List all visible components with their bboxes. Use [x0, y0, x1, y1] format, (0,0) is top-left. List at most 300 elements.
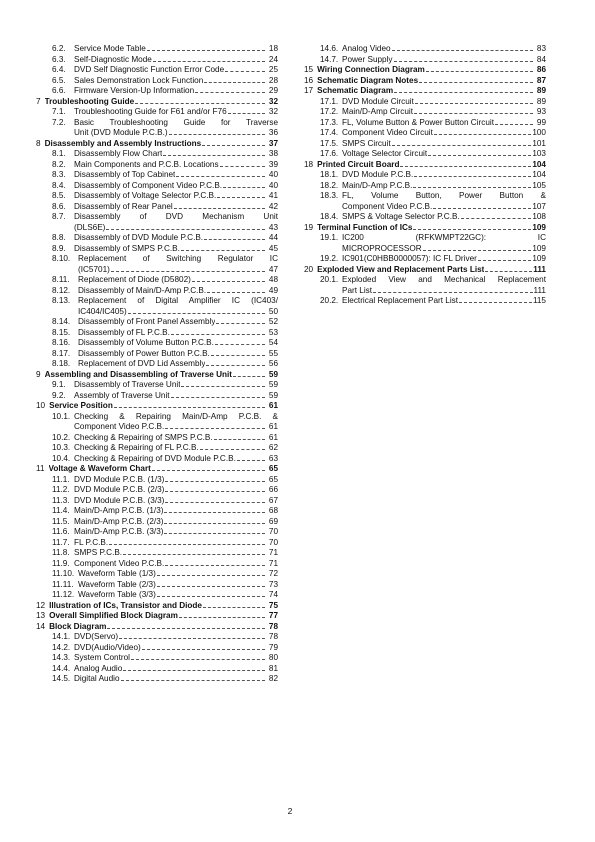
toc-number: 17 [304, 86, 314, 95]
toc-section-entry[interactable] [36, 622, 278, 633]
leader-dots [123, 664, 265, 671]
toc-subsection-entry[interactable] [36, 527, 278, 538]
toc-subsection-entry[interactable] [36, 275, 278, 286]
toc-section-entry[interactable] [36, 139, 278, 150]
toc-title: Firmware Version-Up Information [74, 86, 195, 95]
leader-dots [195, 86, 265, 93]
toc-page: 39 [268, 159, 278, 169]
toc-title: DVD Self Diagnostic Function Error Code [74, 65, 225, 74]
toc-title: System Control [74, 653, 130, 662]
toc-subsection-entry[interactable] [36, 349, 278, 360]
toc-number: 18.4. [320, 212, 339, 221]
toc-number: 8 [36, 138, 41, 148]
toc-title: Assembling and Disassembling of Traverse Unit [44, 369, 233, 379]
toc-subsection-entry[interactable] [36, 643, 278, 654]
leader-dots [394, 86, 533, 93]
toc-page: 93 [536, 107, 546, 116]
toc-number: 17.5. [320, 138, 339, 148]
toc-title: Sales Demonstration Lock Function [74, 75, 204, 85]
toc-page: 104 [532, 170, 546, 179]
leader-dots [165, 422, 265, 429]
toc-title: Overall Simplified Block Diagram [49, 611, 178, 620]
toc-number: 7.2. [52, 117, 66, 127]
toc-number: 12 [36, 600, 46, 610]
toc-number: 11 [36, 464, 45, 473]
leader-dots [128, 307, 265, 314]
leader-dots [400, 160, 531, 167]
toc-title: Exploded View and Replacement Parts List [317, 264, 485, 274]
leader-dots [135, 97, 265, 104]
toc-subsection-entry[interactable] [36, 485, 278, 496]
leader-dots [164, 517, 265, 524]
toc-page: 108 [532, 212, 546, 221]
toc-page: 86 [536, 65, 546, 74]
leader-dots [147, 44, 265, 51]
toc-title: Replacement of Digital Amplifier IC (IC403/ [78, 296, 278, 305]
toc-subsection-entry[interactable] [36, 65, 278, 76]
toc-number: 8.7. [52, 212, 66, 221]
toc-title: Disassembly of Power Button P.C.B. [78, 348, 210, 358]
toc-subsection-entry[interactable] [36, 538, 278, 549]
toc-page: 101 [532, 138, 546, 148]
toc-page: 66 [268, 485, 278, 494]
toc-title: Disassembly of Traverse Unit [74, 380, 181, 389]
toc-title: Disassembly of Top Cabinet [74, 170, 176, 179]
toc-title: IC200 (RFKWMPT22GC): IC [342, 233, 546, 242]
toc-number: 17.2. [320, 107, 339, 116]
toc-page: 83 [536, 44, 546, 53]
toc-number: 14 [36, 621, 46, 631]
toc-page: 73 [268, 579, 278, 589]
toc-title: Main/D-Amp P.C.B. (1/3) [74, 506, 164, 515]
toc-section-entry[interactable] [36, 464, 278, 475]
leader-dots [200, 443, 265, 450]
leader-dots [207, 286, 265, 293]
toc-title: Disassembly of Front Panel Assembly [78, 317, 216, 326]
toc-number: 11.4. [52, 506, 70, 515]
toc-subsection-entry[interactable] [36, 44, 278, 55]
toc-page: 65 [268, 474, 278, 484]
toc-title: Component Video P.C.B. [74, 558, 165, 568]
toc-subsection-entry[interactable] [304, 118, 546, 129]
toc-number: 9.2. [52, 390, 66, 400]
toc-subsection-entry[interactable] [304, 44, 546, 55]
toc-number: 6.6. [52, 86, 66, 95]
leader-dots [225, 65, 265, 72]
toc-page: 111 [533, 285, 546, 295]
leader-dots [202, 139, 265, 146]
toc-subsection-entry[interactable] [304, 296, 546, 307]
leader-dots [459, 296, 532, 303]
toc-title: Service Mode Table [74, 44, 146, 53]
toc-page: 37 [268, 138, 278, 148]
toc-number: 15 [304, 65, 314, 74]
toc-title: Printed Circuit Board [317, 159, 400, 169]
toc-title: Waveform Table (1/3) [78, 569, 156, 578]
toc-number: 14.5. [52, 674, 71, 683]
leader-dots [392, 44, 533, 51]
toc-subsection-entry[interactable] [36, 580, 278, 591]
toc-subsection-entry[interactable] [304, 139, 546, 150]
toc-subsection-entry[interactable] [36, 517, 278, 528]
toc-subsection-entry[interactable] [36, 412, 278, 433]
leader-dots [153, 55, 265, 62]
toc-page: 49 [268, 285, 278, 295]
toc-title: IC901(C0HBB0000057): IC FL Driver [342, 254, 477, 263]
toc-page: 78 [268, 632, 278, 641]
leader-dots [165, 485, 265, 492]
toc-subsection-entry[interactable] [304, 191, 546, 212]
toc-page: 52 [268, 317, 278, 326]
toc-page: 32 [268, 107, 278, 116]
toc-title-continued: (DLS6E) [74, 222, 106, 232]
toc-subsection-entry[interactable] [36, 632, 278, 643]
toc-subsection-entry[interactable] [36, 317, 278, 328]
toc-page: 70 [268, 527, 278, 536]
toc-page: 24 [268, 54, 278, 64]
leader-dots [142, 643, 265, 650]
toc-title: Main/D-Amp P.C.B. [342, 180, 413, 190]
toc-subsection-entry[interactable] [304, 254, 546, 265]
toc-subsection-entry[interactable] [36, 380, 278, 391]
leader-dots [157, 580, 265, 587]
toc-number: 8.11. [52, 275, 70, 284]
leader-dots [157, 569, 265, 576]
toc-page: 28 [268, 75, 278, 85]
toc-title-continued: IC404/IC405) [78, 306, 127, 316]
toc-number: 8.18. [52, 359, 71, 368]
toc-title: Illustration of ICs, Transistor and Diode [49, 600, 202, 610]
toc-subsection-entry[interactable] [304, 170, 546, 181]
toc-title: Main/D-Amp P.C.B. (2/3) [74, 516, 164, 526]
toc-number: 7.1. [52, 107, 66, 116]
leader-dots [495, 118, 533, 125]
toc-subsection-entry[interactable] [304, 128, 546, 139]
toc-title: Main/D-Amp P.C.B. (3/3) [74, 527, 164, 536]
toc-title: Waveform Table (2/3) [78, 579, 156, 589]
leader-dots [171, 328, 265, 335]
toc-page: 84 [536, 54, 546, 64]
leader-dots [392, 139, 532, 146]
leader-dots [121, 674, 265, 681]
toc-page: 67 [268, 495, 278, 505]
toc-title: Disassembly of DVD Module P.C.B. [74, 233, 204, 242]
leader-dots [106, 223, 265, 230]
leader-dots [414, 170, 531, 177]
leader-dots [428, 149, 531, 156]
toc-section-entry[interactable] [304, 160, 546, 171]
toc-page: 36 [268, 128, 278, 137]
toc-number: 8.6. [52, 201, 66, 211]
leader-dots [485, 265, 532, 272]
toc-page: 61 [268, 401, 278, 410]
toc-subsection-entry[interactable] [304, 97, 546, 108]
toc-subsection-entry[interactable] [36, 454, 278, 465]
toc-subsection-entry[interactable] [36, 548, 278, 559]
leader-dots [373, 286, 533, 293]
toc-title: Troubleshooting Guide for F61 and/or F76 [74, 107, 227, 116]
toc-number: 11.8. [52, 548, 70, 557]
toc-subsection-entry[interactable] [36, 55, 278, 66]
toc-number: 10.1. [52, 411, 71, 421]
toc-section-entry[interactable] [304, 265, 546, 276]
toc-section-entry[interactable] [304, 86, 546, 97]
toc-page: 78 [268, 621, 278, 631]
toc-title: Terminal Function of ICs [317, 222, 413, 232]
toc-title: Main Components and P.C.B. Locations [74, 159, 219, 169]
toc-page: 79 [268, 642, 278, 652]
toc-subsection-entry[interactable] [36, 328, 278, 339]
toc-subsection-entry[interactable] [36, 181, 278, 192]
toc-number: 7 [36, 96, 41, 106]
toc-subsection-entry[interactable] [36, 496, 278, 507]
toc-page: 48 [268, 275, 278, 284]
toc-section-entry[interactable] [304, 65, 546, 76]
toc-section-entry[interactable] [36, 370, 278, 381]
toc-subsection-entry[interactable] [36, 107, 278, 118]
leader-dots [169, 128, 265, 135]
leader-dots [434, 128, 531, 135]
leader-dots [165, 496, 265, 503]
toc-page: 71 [268, 558, 278, 568]
toc-number: 18.1. [320, 170, 339, 179]
toc-subsection-entry[interactable] [36, 202, 278, 213]
toc-number: 8.8. [52, 233, 66, 242]
toc-subsection-entry[interactable] [304, 149, 546, 160]
toc-number: 18 [304, 159, 314, 169]
toc-page: 45 [268, 243, 278, 253]
leader-dots [179, 611, 265, 618]
toc-subsection-entry[interactable] [36, 359, 278, 370]
toc-page: 99 [536, 117, 546, 127]
toc-subsection-entry[interactable] [36, 433, 278, 444]
toc-title: Disassembly and Assembly Instructions [44, 138, 202, 148]
toc-subsection-entry[interactable] [36, 506, 278, 517]
toc-page: 53 [268, 327, 278, 337]
toc-number: 8.13. [52, 296, 71, 305]
toc-subsection-entry[interactable] [36, 86, 278, 97]
leader-dots [111, 265, 265, 272]
toc-page: 109 [532, 243, 546, 253]
toc-subsection-entry[interactable] [36, 443, 278, 454]
toc-number: 14.3. [52, 653, 71, 662]
toc-subsection-entry[interactable] [36, 653, 278, 664]
toc-number: 11.10. [52, 569, 75, 578]
leader-dots [181, 244, 265, 251]
toc-title: Checking & Repairing of FL P.C.B. [74, 443, 199, 452]
toc-title-continued: Part List [342, 285, 373, 295]
leader-dots [123, 548, 265, 555]
toc-title: Exploded View and Mechanical Replacement [342, 275, 546, 284]
toc-number: 11.12. [52, 590, 75, 599]
toc-number: 16 [304, 75, 314, 85]
toc-title-continued: MICROPROCESSOR [342, 243, 422, 253]
toc-title: Disassembly Flow Chart [74, 149, 163, 158]
toc-subsection-entry[interactable] [36, 212, 278, 233]
toc-page: 59 [268, 390, 278, 400]
toc-number: 14.2. [52, 642, 71, 652]
toc-page: 109 [532, 254, 546, 263]
toc-page: 75 [268, 600, 278, 610]
toc-page: 82 [268, 674, 278, 683]
toc-title: Block Diagram [49, 621, 107, 631]
toc-title-continued: Component Video P.C.B. [74, 422, 165, 431]
toc-title: Disassembly of Voltage Selector P.C.B. [74, 191, 217, 200]
toc-section-entry[interactable] [304, 223, 546, 234]
toc-number: 10.2. [52, 432, 71, 442]
toc-title: Checking & Repairing Main/D-Amp P.C.B. & [74, 411, 278, 421]
toc-subsection-entry[interactable] [36, 149, 278, 160]
toc-page: 89 [536, 96, 546, 106]
toc-page: 32 [268, 96, 278, 106]
toc-subsection-entry[interactable] [36, 76, 278, 87]
toc-subsection-entry[interactable] [304, 233, 546, 254]
toc-page: 80 [268, 653, 278, 662]
toc-section-entry[interactable] [36, 97, 278, 108]
toc-title: FL, Volume Button, Power Button & [342, 191, 546, 200]
toc-title: Waveform Table (3/3) [78, 590, 156, 599]
toc-page: 81 [268, 663, 278, 673]
toc-number: 20.1. [320, 275, 339, 284]
leader-dots [203, 601, 265, 608]
toc-title: Electrical Replacement Part List [342, 296, 459, 305]
toc-page: 54 [268, 338, 278, 347]
toc-page: 103 [532, 149, 546, 158]
toc-number: 8.12. [52, 285, 71, 295]
toc-number: 13 [36, 611, 46, 620]
toc-number: 6.5. [52, 75, 66, 85]
leader-dots [215, 338, 265, 345]
toc-number: 19.1. [320, 233, 339, 242]
toc-title: DVD Module P.C.B. (1/3) [74, 474, 165, 484]
leader-dots [211, 349, 265, 356]
toc-number: 11.9. [52, 558, 70, 568]
leader-dots [216, 317, 265, 324]
toc-subsection-entry[interactable] [36, 674, 278, 685]
toc-left-column [36, 44, 278, 685]
toc-page: 50 [268, 306, 278, 316]
toc-page: 61 [268, 422, 278, 431]
toc-section-entry[interactable] [36, 611, 278, 622]
toc-page: 29 [268, 86, 278, 95]
toc-subsection-entry[interactable] [36, 160, 278, 171]
toc-subsection-entry[interactable] [36, 338, 278, 349]
toc-page: 104 [532, 159, 546, 169]
toc-section-entry[interactable] [36, 401, 278, 412]
toc-number: 6.4. [52, 65, 66, 74]
toc-number: 8.5. [52, 191, 66, 200]
leader-dots [204, 233, 265, 240]
toc-page: 87 [536, 75, 546, 85]
toc-number: 11.5. [52, 516, 70, 526]
toc-subsection-entry[interactable] [36, 254, 278, 275]
toc-page: 55 [268, 348, 278, 358]
leader-dots [413, 223, 531, 230]
toc-number: 17.1. [320, 96, 339, 106]
toc-page: 47 [268, 264, 278, 274]
toc-number: 8.10. [52, 254, 71, 263]
toc-title: Disassembly of DVD Mechanism Unit [74, 212, 278, 221]
leader-dots [478, 254, 531, 261]
toc-number: 14.6. [320, 44, 339, 53]
toc-subsection-entry[interactable] [36, 391, 278, 402]
toc-title: Wiring Connection Diagram [317, 65, 425, 74]
toc-subsection-entry[interactable] [36, 664, 278, 675]
toc-subsection-entry[interactable] [36, 118, 278, 139]
toc-number: 10.3. [52, 443, 71, 452]
toc-subsection-entry[interactable] [36, 296, 278, 317]
leader-dots [109, 538, 265, 545]
leader-dots [228, 107, 265, 114]
leader-dots [171, 391, 265, 398]
toc-number: 6.2. [52, 44, 66, 53]
toc-page: 105 [532, 180, 546, 190]
toc-title: DVD(Audio/Video) [74, 642, 141, 652]
toc-section-entry[interactable] [304, 76, 546, 87]
toc-subsection-entry[interactable] [36, 559, 278, 570]
toc-number: 20.2. [320, 296, 339, 305]
toc-number: 10 [36, 401, 46, 410]
toc-page: 25 [268, 65, 278, 74]
toc-title: Disassembly of Component Video P.C.B. [74, 180, 223, 190]
toc-title: DVD(Servo) [74, 632, 119, 641]
leader-dots [394, 55, 533, 62]
toc-page: 71 [268, 548, 278, 557]
toc-subsection-entry[interactable] [304, 212, 546, 223]
toc-title: Voltage Selector Circuit [342, 149, 428, 158]
toc-subsection-entry[interactable] [36, 569, 278, 580]
toc-page: 100 [532, 128, 546, 137]
toc-section-entry[interactable] [36, 601, 278, 612]
toc-page: 44 [268, 233, 278, 242]
toc-number: 18.3. [320, 191, 339, 200]
toc-title: Digital Audio [74, 674, 120, 683]
toc-number: 19 [304, 222, 314, 232]
toc-subsection-entry[interactable] [36, 590, 278, 601]
toc-title: Component Video Circuit [342, 128, 433, 137]
toc-number: 8.2. [52, 159, 66, 169]
toc-title: Troubleshooting Guide [44, 96, 135, 106]
toc-subsection-entry[interactable] [304, 181, 546, 192]
toc-number: 17.3. [320, 117, 339, 127]
toc-subsection-entry[interactable] [304, 55, 546, 66]
toc-title: Analog Video [342, 44, 391, 53]
toc-subsection-entry[interactable] [304, 107, 546, 118]
toc-subsection-entry[interactable] [36, 233, 278, 244]
toc-page: 41 [268, 191, 278, 200]
toc-page: 42 [268, 201, 278, 211]
toc-title: FL, Volume Button & Power Button Circuit [342, 117, 494, 127]
toc-number: 11.2. [52, 485, 70, 494]
toc-title-continued: (IC5701) [78, 264, 110, 274]
leader-dots [164, 527, 265, 534]
toc-subsection-entry[interactable] [36, 191, 278, 202]
toc-subsection-entry[interactable] [36, 170, 278, 181]
toc-number: 8.1. [52, 149, 66, 158]
toc-subsection-entry[interactable] [36, 244, 278, 255]
toc-page: 89 [536, 86, 546, 95]
toc-title: Disassembly of Main/D-Amp P.C.B. [78, 285, 207, 295]
toc-title: Schematic Diagram [317, 86, 394, 95]
leader-dots [164, 506, 265, 513]
toc-title-continued: Unit (DVD Module P.C.B.) [74, 128, 168, 137]
toc-title: Self-Diagnostic Mode [74, 54, 152, 64]
toc-subsection-entry[interactable] [36, 286, 278, 297]
toc-page: 59 [268, 380, 278, 389]
toc-subsection-entry[interactable] [36, 475, 278, 486]
toc-subsection-entry[interactable] [304, 275, 546, 296]
toc-page: 70 [268, 537, 278, 547]
